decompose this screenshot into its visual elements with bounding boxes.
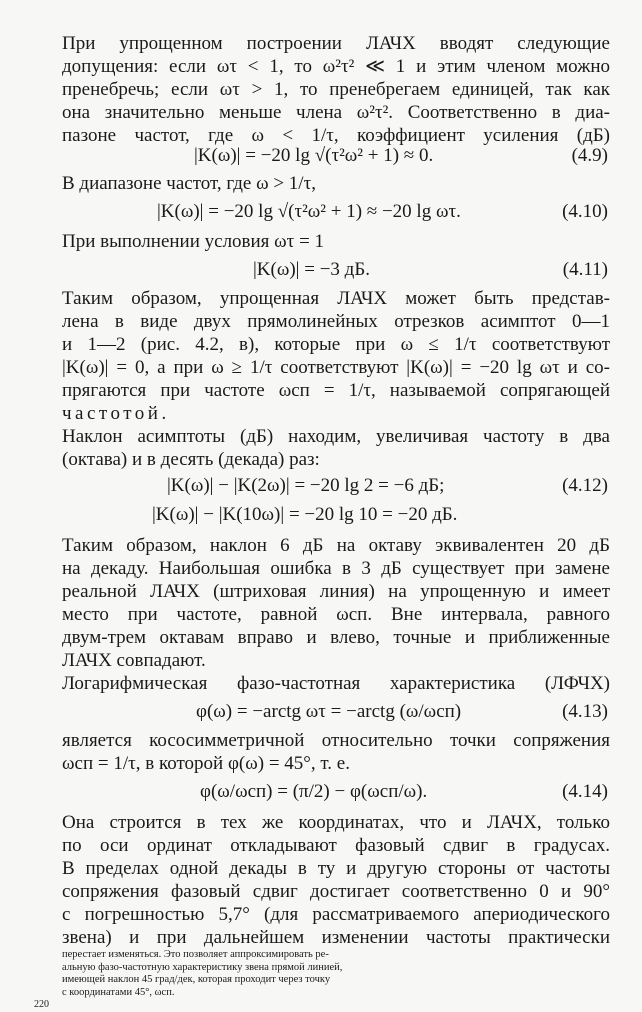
equation-4-13: φ(ω) = −arctg ωτ = −arctg (ω/ωсп)	[196, 701, 462, 722]
text-line: реальной ЛАЧХ (штриховая линия) на упрощенную и имеет	[62, 581, 610, 602]
text-line: лена в виде двух прямолинейных отрезков асимптот 0—1	[62, 311, 610, 332]
text-line: В пределах одной декады в ту и другую стороны от частоты	[62, 858, 610, 879]
text-line: и 1—2 (рис. 4.2, в), которые при ω ≤ 1/τ соответствуют	[62, 334, 610, 355]
text-line: она значительно меньше члена ω²τ². Соответственно в диа-	[62, 102, 610, 123]
text-line: перестает изменяться. Это позволяет аппроксимировать ре-	[62, 949, 329, 960]
text-line: |K(ω)| = 0, а при ω ≥ 1/τ соответствуют |K(ω)| = −20 lg ωτ и со-	[62, 357, 610, 378]
page-number: 220	[34, 999, 49, 1010]
text-line: двум-трем октавам вправо и влево, точные и приближенные	[62, 627, 610, 648]
equation-number: (4.13)	[562, 701, 608, 722]
text-line: по оси ординат откладывают фазовый сдвиг в градусах.	[62, 835, 610, 856]
equation-number: (4.11)	[562, 259, 608, 280]
text-line: Логарифмическая фазо-частотная характеристика (ЛФЧХ)	[62, 673, 610, 694]
text-line: ωсп = 1/τ, в которой φ(ω) = 45°, т. е.	[62, 753, 350, 774]
text-line: Она строится в тех же координатах, что и ЛАЧХ, только	[62, 812, 610, 833]
text-line: При упрощенном построении ЛАЧХ вводят следующие	[62, 33, 610, 54]
text-line: Наклон асимптоты (дБ) находим, увеличивая частоту в два	[62, 426, 610, 447]
equation-4-12b: |K(ω)| − |K(10ω)| = −20 lg 10 = −20 дБ.	[152, 504, 458, 525]
text-line: является кососимметричной относительно точки сопряжения	[62, 730, 610, 751]
equation-number: (4.12)	[562, 475, 608, 496]
text-line: частотой.	[62, 403, 170, 424]
equation-4-10: |K(ω)| = −20 lg √(τ²ω² + 1) ≈ −20 lg ωτ.	[157, 201, 461, 222]
text-line: В диапазоне частот, где ω > 1/τ,	[62, 173, 316, 194]
text-line: звена) и при дальнейшем изменении частоты практически	[62, 927, 610, 948]
text-line: сопряжения фазовый сдвиг достигает соответственно 0 и 90°	[62, 881, 610, 902]
text-line: При выполнении условия ωτ = 1	[62, 231, 325, 252]
text-line: на декаду. Наибольшая ошибка в 3 дБ существует при замене	[62, 558, 610, 579]
text-line: пазоне частот, где ω < 1/τ, коэффициент усиления (дБ)	[62, 125, 610, 146]
text-line: ЛАЧХ совпадают.	[62, 650, 206, 671]
equation-number: (4.9)	[571, 145, 608, 166]
text-line: Таким образом, упрощенная ЛАЧХ может быть представ-	[62, 288, 610, 309]
equation-4-14: φ(ω/ωсп) = (π/2) − φ(ωсп/ω).	[200, 781, 428, 802]
text-line: пренебречь; если ωτ > 1, то пренебрегаем единицей, так как	[62, 79, 610, 100]
text-line: допущения: если ωτ < 1, то ω²τ² ≪ 1 и этим членом можно	[62, 56, 610, 77]
equation-4-9: |K(ω)| = −20 lg √(τ²ω² + 1) ≈ 0.	[194, 145, 434, 166]
equation-4-11: |K(ω)| = −3 дБ.	[253, 259, 370, 280]
text-line: прягаются при частоте ωсп = 1/τ, называемой сопрягающей	[62, 380, 610, 401]
equation-number: (4.14)	[562, 781, 608, 802]
text-line: место при частоте, равной ωсп. Вне интервала, равного	[62, 604, 610, 625]
text-line: Таким образом, наклон 6 дБ на октаву эквивалентен 20 дБ	[62, 535, 610, 556]
text-line: с координатами 45°, ωсп.	[62, 986, 175, 998]
equation-number: (4.10)	[562, 201, 608, 222]
equation-4-12a: |K(ω)| − |K(2ω)| = −20 lg 2 = −6 дБ;	[167, 475, 445, 496]
text-line: имеющей наклон 45 град/дек, которая проходит через точку	[62, 974, 331, 985]
text-line: альную фазо-частотную характеристику звена прямой линией,	[62, 961, 343, 973]
text-line: (октава) и в десять (декада) раз:	[62, 449, 320, 470]
text-line: с погрешностью 5,7° (для рассматриваемого апериодического	[62, 904, 610, 925]
paragraph-tail	[34, 949, 610, 1012]
